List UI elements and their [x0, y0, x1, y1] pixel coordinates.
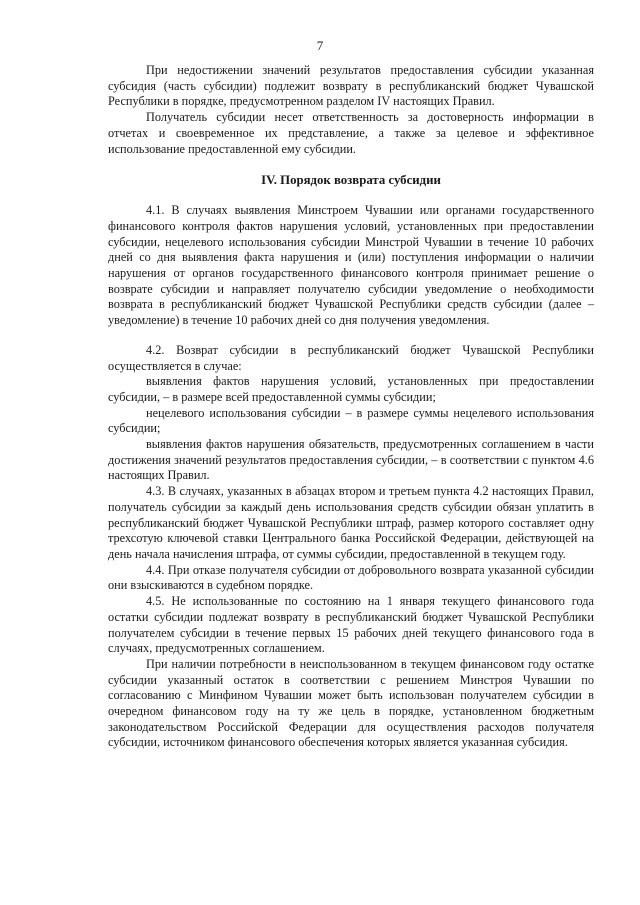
section-heading: IV. Порядок возврата субсидии: [261, 173, 441, 188]
section-paragraph: 4.2. Возврат субсидии в республиканский бюджет Чувашской Республики осуществляется в случае:: [108, 342, 594, 373]
document-body: [108, 63, 594, 751]
section-paragraph: 4.4. При отказе получателя субсидии от добровольного возврата указанной субсидии они взыскиваются в судебном порядке.: [108, 562, 594, 593]
section-paragraph: 4.1. В случаях выявления Минстроем Чувашии или органами государственного финансового контроля фактов нарушения условий, установленных при предоставлении субсидии, нецелевого использования субсидии Минстрой Чувашии в течение 10 рабочих дней со дня выявления факта нарушения и (или) поступления информации о наличии нарушения от органов государственного финансового контроля принимает решение о возврате субсидии и направляет получателю субсидии уведомление о необходимости возврата в республиканский бюджет Чувашской Республики средств субсидии (далее – уведомление) в течение 10 рабочих дней со дня получения уведомления.: [108, 203, 594, 328]
page-number: 7: [316, 38, 324, 53]
section-paragraph: При наличии потребности в неиспользованном в текущем финансовом году остатке субсидии указанный остаток в соответствии с решением Минстроя Чувашии по согласованию с Минфином Чувашии может быть использован получателем субсидии в очередном финансовом году на ту же цель в порядке, установленном бюджетным законодательством Российской Федерации для осуществления расходов получателя субсидии, источником финансового обеспечения которых является указанная субсидия.: [108, 656, 594, 750]
section-paragraph: выявления фактов нарушения обязательств, предусмотренных соглашением в части достижения значений результатов предоставления субсидии, – в соответствии с пунктом 4.6 настоящих Правил.: [108, 437, 594, 483]
intro-paragraph: При недостижении значений результатов предоставления субсидии указанная субсидия (часть субсидии) подлежит возврату в республиканский бюджет Чувашской Республики в порядке, предусмотренном разделом IV настоящих Правил.: [108, 63, 594, 109]
section-paragraph: нецелевого использования субсидии – в размере суммы нецелевого использования субсидии;: [108, 405, 594, 436]
section-paragraph: выявления фактов нарушения условий, установленных при предоставлении субсидии, – в размере всей предоставленной суммы субсидии;: [108, 374, 594, 404]
section-paragraph: 4.5. Не использованные по состоянию на 1 января текущего финансового года остатки субсидии подлежат возврату в республиканский бюджет Чувашской Республики получателем субсидии в течение первых 15 рабочих дней текущего финансового года в случаях, предусмотренных соглашением.: [108, 594, 594, 656]
section-paragraph: 4.3. В случаях, указанных в абзацах втором и третьем пункта 4.2 настоящих Правил, получатель субсидии за каждый день использования средств субсидии обязан уплатить в республиканский бюджет Чувашской Республики штраф, размер которого составляет одну трехсотую ключевой ставки Центрального банка Российской Федерации, действующей на день начала начисления штрафа, от суммы субсидии, предоставленной в текущем году.: [108, 484, 594, 561]
intro-paragraph: Получатель субсидии несет ответственность за достоверность информации в отчетах и своевременное их представление, а также за целевое и эффективное использование предоставленной ему субсидии.: [108, 110, 594, 156]
